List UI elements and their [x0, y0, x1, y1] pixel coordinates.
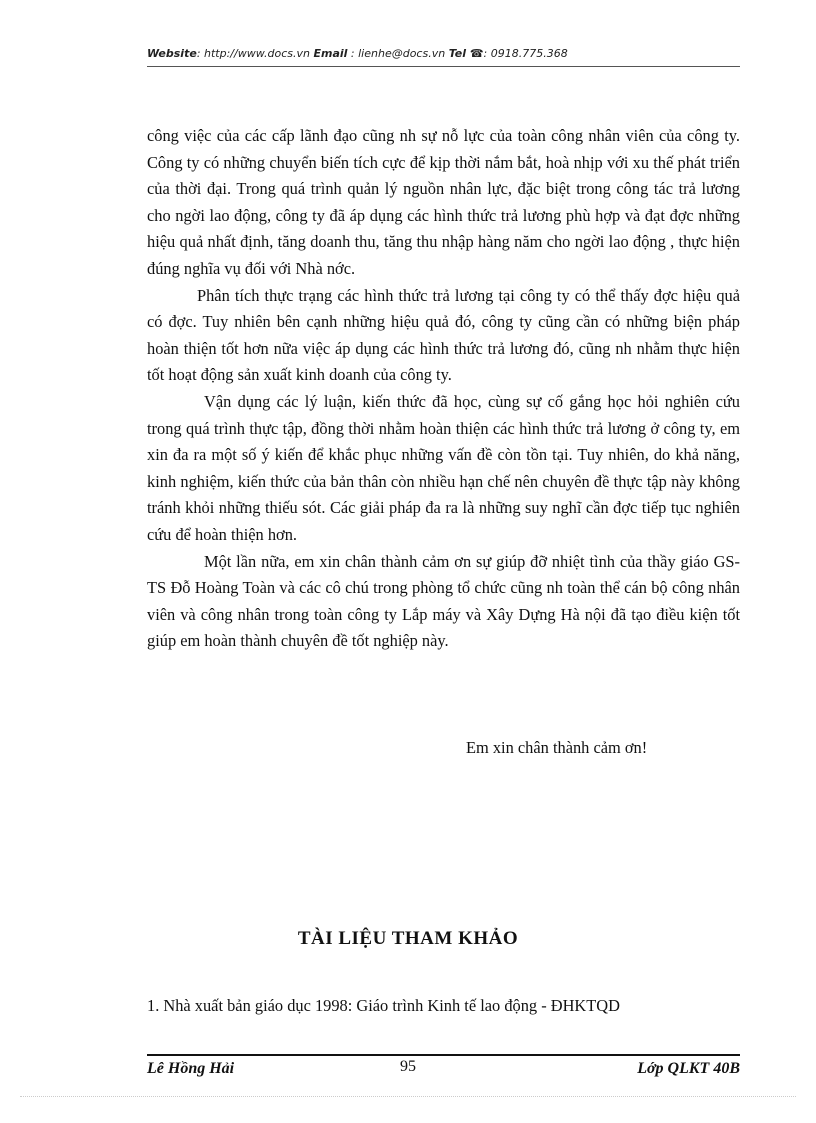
tel-value: : 0918.775.368: [483, 47, 568, 60]
bottom-divider: [20, 1096, 796, 1097]
header-divider: [147, 66, 740, 67]
footer-author: Lê Hồng Hải: [147, 1060, 235, 1077]
paragraph-2: Phân tích thực trạng các hình thức trả lương tại công ty có thể thấy đợc hiệu quả có đợc. Tuy nhiên bên cạnh những hiệu quả đó, công ty cũng cần có những biện pháp hoàn thiện tốt hơn nữa việc áp dụng các hình thức trả lương đó, cũng nh nhằm thực hiện tốt hoạt động sản xuất kinh doanh của công ty.: [147, 285, 740, 385]
page-header: [147, 47, 740, 60]
footer-class: Lớp QLKT 40B: [637, 1060, 740, 1077]
footer-divider: [147, 1054, 740, 1056]
references-title: TÀI LIỆU THAM KHẢO: [297, 928, 519, 949]
email-value: : lienhe@docs.vn: [350, 47, 446, 60]
paragraph-3: Vận dụng các lý luận, kiến thức đã học, cùng sự cố gắng học hỏi nghiên cứu trong quá trình thực tập, đồng thời nhằm hoàn thiện các hình thức trả lương ở công ty, em xin đa ra một số ý kiến để khắc phục những vấn đề còn tồn tại. Tuy nhiên, do khả năng, kinh nghiệm, kiến thức của bản thân còn nhiều hạn chế nên chuyên đề thực tập này không tránh khỏi những thiếu sót. Các giải pháp đa ra là những suy nghĩ cần đợc tiếp tục nghiên cứu để hoàn thiện hơn.: [147, 391, 740, 544]
page-number: 95: [400, 1058, 416, 1075]
email-label: Email: [313, 47, 348, 60]
reference-item: 1. Nhà xuất bản giáo dục 1998: Giáo trình Kinh tế lao động - ĐHKTQD: [147, 996, 620, 1015]
website-label: Website: [147, 47, 197, 60]
paragraph-4: Một lần nữa, em xin chân thành cảm ơn sự giúp đỡ nhiệt tình của thầy giáo GS- TS Đỗ Hoàng Toàn và các cô chú trong phòng tổ chức cũng nh toàn thể cán bộ công nhân viên và công nhân trong toàn công ty Lắp máy và Xây Dựng Hà nội đã tạo điều kiện tốt giúp em hoàn thành chuyên đề tốt nghiệp này.: [147, 551, 740, 651]
closing-line: Em xin chân thành cảm ơn!: [466, 738, 648, 757]
tel-label: Tel ☎: [448, 47, 484, 60]
paragraph-1: công việc của các cấp lãnh đạo cũng nh sự nỗ lực của toàn công nhân viên của công ty. Công ty có những chuyển biến tích cực để kịp thời nắm bắt, hoà nhịp với xu thế phát triển của thời đại. Trong quá trình quản lý nguồn nhân lực, đặc biệt trong công tác trả lương cho ngời lao động, công ty đã áp dụng các hình thức trả lương phù hợp và đạt đợc những hiệu quả nhất định, tăng doanh thu, tăng thu nhập hàng năm cho ngời lao động , thực hiện đúng nghĩa vụ đối với Nhà nớc.: [147, 126, 740, 278]
website-value: : http://www.docs.vn: [196, 47, 310, 60]
body-text: [147, 123, 740, 655]
